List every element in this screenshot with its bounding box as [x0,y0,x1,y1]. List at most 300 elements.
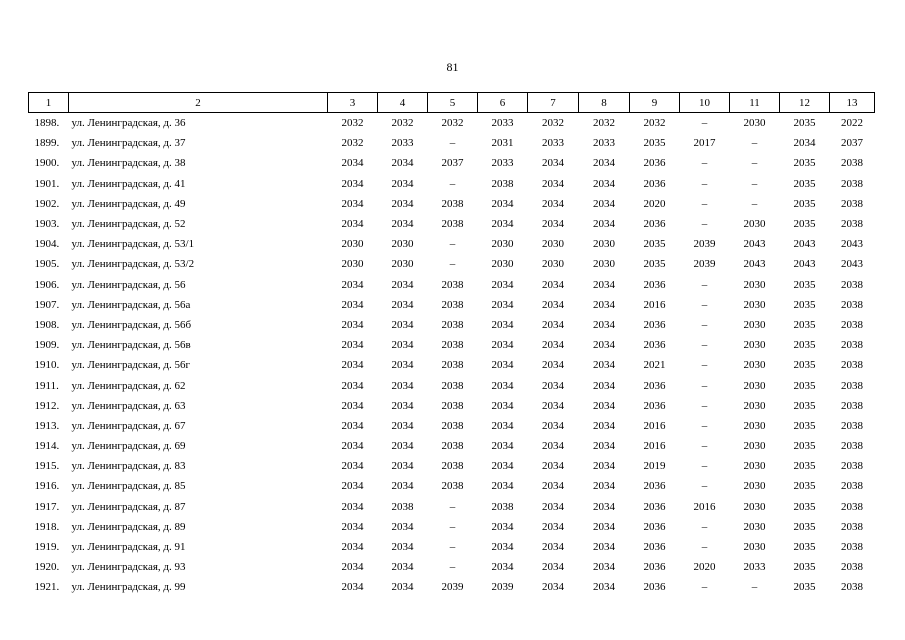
row-number: 1913. [34,419,60,432]
address-cell: ул. Ленинградская, д. 91 [71,541,186,554]
year-cell: 2035 [793,500,816,513]
column-header: 2 [69,93,328,113]
row-number: 1903. [34,218,60,231]
year-cell: 2036 [643,278,666,291]
row-number: 1921. [34,581,60,594]
table-row [29,254,875,274]
row-number: 1916. [34,480,60,493]
year-cell: 2034 [542,480,564,493]
table-row [29,497,875,517]
year-cell: 2036 [643,177,666,190]
year-cell: 2043 [793,238,816,251]
year-cell: 2034 [593,541,615,554]
table-row [29,174,875,194]
row-number: 1912. [34,399,60,412]
year-cell: 2034 [593,500,615,513]
year-cell: 2034 [391,157,414,170]
year-cell: 2038 [841,480,863,493]
year-cell: 2034 [341,218,364,231]
row-number: 1915. [34,460,60,473]
column-header: 13 [830,93,875,113]
address-cell: ул. Ленинградская, д. 56г [71,359,191,372]
year-cell: 2038 [491,500,514,513]
year-cell: – [701,460,708,473]
row-number: 1920. [34,561,60,574]
address-cell: ул. Ленинградская, д. 38 [71,157,186,170]
address-cell: ул. Ленинградская, д. 56а [71,298,191,311]
year-cell: 2034 [491,379,514,392]
year-cell: 2030 [743,117,766,130]
year-cell: 2035 [793,177,816,190]
year-cell: 2034 [491,480,514,493]
row-number: 1918. [34,520,60,533]
year-cell: 2034 [391,379,414,392]
year-cell: 2034 [491,318,514,331]
year-cell: – [751,197,758,210]
year-cell: – [701,480,708,493]
year-cell: 2030 [743,520,766,533]
year-cell: 2043 [841,258,863,271]
column-header: 3 [328,93,378,113]
year-cell: 2030 [743,278,766,291]
year-cell: 2034 [391,541,414,554]
year-cell: 2038 [841,157,863,170]
table-row [29,577,875,597]
year-cell: 2034 [542,318,564,331]
year-cell: 2038 [841,399,863,412]
year-cell: 2034 [491,460,514,473]
year-cell: 2034 [391,359,414,372]
year-cell: 2034 [341,177,364,190]
year-cell: 2038 [441,318,464,331]
year-cell: 2034 [491,278,514,291]
year-cell: 2034 [341,278,364,291]
year-cell: 2034 [593,460,615,473]
table-row [29,517,875,537]
column-header: 1 [29,93,69,113]
address-cell: ул. Ленинградская, д. 56б [71,318,192,331]
year-cell: 2030 [743,298,766,311]
year-cell: 2036 [643,399,666,412]
year-cell: 2021 [643,359,666,372]
year-cell: 2030 [743,218,766,231]
row-number: 1901. [34,177,60,190]
year-cell: 2039 [491,581,514,594]
year-cell: 2038 [841,541,863,554]
year-cell: 2038 [841,379,863,392]
year-cell: 2034 [341,541,364,554]
year-cell: 2035 [793,379,816,392]
row-number: 1909. [34,339,60,352]
column-header: 5 [428,93,478,113]
year-cell: 2034 [593,278,615,291]
year-cell: 2034 [341,500,364,513]
row-number: 1911. [34,379,59,392]
year-cell: 2038 [441,419,464,432]
year-cell: 2034 [391,399,414,412]
address-cell: ул. Ленинградская, д. 36 [71,117,186,130]
year-cell: 2038 [841,500,863,513]
year-cell: 2036 [643,379,666,392]
address-cell: ул. Ленинградская, д. 67 [71,419,186,432]
year-cell: 2033 [491,117,514,130]
address-cell: ул. Ленинградская, д. 53/2 [71,258,195,271]
address-cell: ул. Ленинградская, д. 87 [71,500,186,513]
address-cell: ул. Ленинградская, д. 56 [71,278,186,291]
address-cell: ул. Ленинградская, д. 37 [71,137,186,150]
year-cell: 2032 [341,117,364,130]
row-number: 1917. [34,500,60,513]
column-header: 12 [780,93,830,113]
year-cell: 2017 [693,137,716,150]
year-cell: 2032 [542,117,564,130]
year-cell: 2038 [841,177,863,190]
address-cell: ул. Ленинградская, д. 99 [71,581,186,594]
table-body [29,113,875,598]
year-cell: – [701,157,708,170]
year-cell: 2039 [693,258,716,271]
year-cell: 2022 [841,117,863,130]
year-cell: – [701,541,708,554]
year-cell: 2030 [743,399,766,412]
year-cell: 2034 [593,581,615,594]
year-cell: 2034 [391,298,414,311]
year-cell: 2030 [341,238,364,251]
year-cell: 2034 [593,520,615,533]
year-cell: – [449,238,456,251]
year-cell: 2034 [793,137,816,150]
year-cell: 2038 [841,581,863,594]
year-cell: 2034 [542,399,564,412]
year-cell: 2038 [441,480,464,493]
year-cell: 2034 [593,339,615,352]
year-cell: 2031 [491,137,514,150]
year-cell: 2034 [341,581,364,594]
year-cell: 2034 [593,318,615,331]
year-cell: 2034 [341,298,364,311]
year-cell: – [701,177,708,190]
year-cell: 2043 [743,238,766,251]
year-cell: 2030 [391,238,414,251]
table-row [29,113,875,134]
address-cell: ул. Ленинградская, д. 83 [71,460,186,473]
address-cell: ул. Ленинградская, д. 49 [71,197,186,210]
year-cell: – [751,157,758,170]
table-row [29,375,875,395]
year-cell: 2034 [391,460,414,473]
year-cell: 2036 [643,218,666,231]
year-cell: 2035 [643,238,666,251]
year-cell: 2034 [341,197,364,210]
year-cell: 2016 [643,440,666,453]
year-cell: 2034 [542,359,564,372]
year-cell: 2034 [341,440,364,453]
address-cell: ул. Ленинградская, д. 56в [71,339,191,352]
year-cell: 2038 [491,177,514,190]
year-cell: 2034 [593,440,615,453]
year-cell: 2034 [391,197,414,210]
row-number: 1902. [34,197,60,210]
year-cell: 2034 [593,379,615,392]
year-cell: 2034 [341,460,364,473]
address-cell: ул. Ленинградская, д. 41 [71,177,186,190]
year-cell: 2035 [793,117,816,130]
year-cell: 2030 [542,258,564,271]
year-cell: 2034 [391,218,414,231]
year-cell: 2030 [593,258,615,271]
year-cell: 2034 [593,177,615,190]
year-cell: 2033 [542,137,564,150]
year-cell: 2033 [391,137,414,150]
year-cell: – [701,218,708,231]
year-cell: – [449,500,456,513]
year-cell: 2020 [693,561,716,574]
year-cell: 2036 [643,480,666,493]
year-cell: 2038 [841,460,863,473]
year-cell: 2034 [491,520,514,533]
year-cell: 2036 [643,500,666,513]
table-row [29,335,875,355]
year-cell: 2034 [491,218,514,231]
table-row [29,416,875,436]
year-cell: 2036 [643,520,666,533]
year-cell: 2038 [841,359,863,372]
year-cell: 2016 [693,500,716,513]
row-number: 1900. [34,157,60,170]
column-header: 8 [579,93,630,113]
year-cell: 2034 [593,419,615,432]
year-cell: 2034 [391,520,414,533]
table-row [29,153,875,173]
year-cell: 2035 [793,581,816,594]
year-cell: 2030 [743,419,766,432]
year-cell: 2034 [391,177,414,190]
year-cell: 2030 [743,379,766,392]
year-cell: 2035 [793,460,816,473]
year-cell: 2034 [341,339,364,352]
row-number: 1908. [34,318,60,331]
year-cell: 2034 [391,419,414,432]
year-cell: 2034 [391,581,414,594]
year-cell: 2034 [341,419,364,432]
year-cell: 2034 [542,440,564,453]
year-cell: 2035 [793,359,816,372]
year-cell: 2034 [593,561,615,574]
address-cell: ул. Ленинградская, д. 93 [71,561,186,574]
year-cell: – [701,339,708,352]
year-cell: 2032 [593,117,615,130]
year-cell: 2038 [441,460,464,473]
year-cell: 2034 [593,157,615,170]
year-cell: 2043 [743,258,766,271]
year-cell: 2036 [643,318,666,331]
year-cell: 2034 [542,520,564,533]
year-cell: – [449,520,456,533]
year-cell: 2034 [341,157,364,170]
year-cell: 2034 [593,399,615,412]
year-cell: 2033 [593,137,615,150]
year-cell: 2034 [341,379,364,392]
year-cell: 2043 [841,238,863,251]
year-cell: 2038 [441,218,464,231]
year-cell: 2019 [643,460,666,473]
year-cell: 2035 [793,298,816,311]
row-number: 1899. [34,137,60,150]
year-cell: 2030 [391,258,414,271]
table-row [29,537,875,557]
table-row [29,315,875,335]
year-cell: – [701,298,708,311]
year-cell: 2034 [341,399,364,412]
year-cell: 2034 [593,359,615,372]
year-cell: 2030 [743,359,766,372]
year-cell: 2034 [341,359,364,372]
year-cell: 2035 [793,520,816,533]
table-row [29,476,875,496]
year-cell: 2034 [542,339,564,352]
year-cell: 2038 [841,440,863,453]
year-cell: 2035 [793,339,816,352]
year-cell: 2034 [491,440,514,453]
year-cell: 2034 [542,197,564,210]
year-cell: 2039 [693,238,716,251]
year-cell: 2036 [643,561,666,574]
year-cell: 2032 [391,117,414,130]
year-cell: 2034 [491,419,514,432]
year-cell: 2034 [341,318,364,331]
year-cell: 2038 [841,278,863,291]
table-row [29,295,875,315]
year-cell: 2030 [743,440,766,453]
year-cell: 2038 [441,399,464,412]
year-cell: 2038 [841,197,863,210]
year-cell: – [701,520,708,533]
row-number: 1919. [34,541,60,554]
year-cell: 2038 [841,298,863,311]
year-cell: 2039 [441,581,464,594]
year-cell: – [701,359,708,372]
year-cell: 2034 [593,218,615,231]
year-cell: 2035 [793,561,816,574]
year-cell: 2034 [542,379,564,392]
year-cell: 2037 [441,157,464,170]
year-cell: 2020 [643,197,666,210]
table-row [29,456,875,476]
row-number: 1904. [34,238,60,251]
year-cell: 2034 [593,298,615,311]
year-cell: 2034 [542,460,564,473]
year-cell: 2034 [593,480,615,493]
year-cell: 2038 [391,500,414,513]
year-cell: 2030 [593,238,615,251]
data-table [28,92,875,598]
year-cell: 2034 [542,500,564,513]
year-cell: 2038 [441,440,464,453]
year-cell: 2038 [841,218,863,231]
year-cell: 2030 [341,258,364,271]
year-cell: 2038 [441,359,464,372]
year-cell: 2038 [441,197,464,210]
year-cell: 2030 [743,460,766,473]
year-cell: 2032 [341,137,364,150]
address-cell: ул. Ленинградская, д. 85 [71,480,186,493]
year-cell: 2034 [491,541,514,554]
year-cell: 2035 [793,197,816,210]
year-cell: 2038 [841,318,863,331]
year-cell: – [701,117,708,130]
year-cell: – [701,399,708,412]
year-cell: 2038 [441,379,464,392]
year-cell: – [449,137,456,150]
year-cell: 2038 [441,298,464,311]
column-header: 7 [528,93,579,113]
table-row [29,214,875,234]
year-cell: 2036 [643,339,666,352]
address-cell: ул. Ленинградская, д. 53/1 [71,238,195,251]
table-row [29,355,875,375]
address-cell: ул. Ленинградская, д. 63 [71,399,186,412]
year-cell: 2034 [542,581,564,594]
year-cell: 2034 [542,157,564,170]
year-cell: – [701,581,708,594]
year-cell: 2035 [793,318,816,331]
year-cell: 2034 [391,480,414,493]
column-header: 6 [478,93,528,113]
row-number: 1906. [34,278,60,291]
column-header: 10 [680,93,730,113]
year-cell: 2016 [643,298,666,311]
table-row [29,436,875,456]
year-cell: 2030 [743,318,766,331]
year-cell: 2034 [542,218,564,231]
year-cell: – [449,258,456,271]
year-cell: 2030 [491,258,514,271]
year-cell: 2034 [341,480,364,493]
year-cell: 2035 [793,541,816,554]
table-row [29,133,875,153]
row-number: 1914. [34,440,60,453]
year-cell: 2033 [491,157,514,170]
year-cell: 2035 [793,218,816,231]
year-cell: 2034 [491,561,514,574]
year-cell: 2032 [441,117,464,130]
year-cell: 2034 [391,440,414,453]
row-number: 1910. [34,359,60,372]
table-row [29,396,875,416]
year-cell: 2038 [841,419,863,432]
year-cell: 2037 [841,137,863,150]
year-cell: 2034 [491,298,514,311]
year-cell: 2038 [441,278,464,291]
year-cell: 2036 [643,157,666,170]
year-cell: 2030 [491,238,514,251]
year-cell: 2036 [643,581,666,594]
year-cell: – [751,581,758,594]
table-row [29,557,875,577]
year-cell: – [449,561,456,574]
year-cell: – [701,197,708,210]
table-row [29,194,875,214]
year-cell: 2035 [793,440,816,453]
year-cell: 2035 [793,278,816,291]
year-cell: 2034 [341,561,364,574]
address-cell: ул. Ленинградская, д. 62 [71,379,186,392]
year-cell: 2030 [743,480,766,493]
year-cell: 2038 [841,339,863,352]
year-cell: 2035 [793,399,816,412]
year-cell: 2030 [743,500,766,513]
row-number: 1907. [34,298,60,311]
